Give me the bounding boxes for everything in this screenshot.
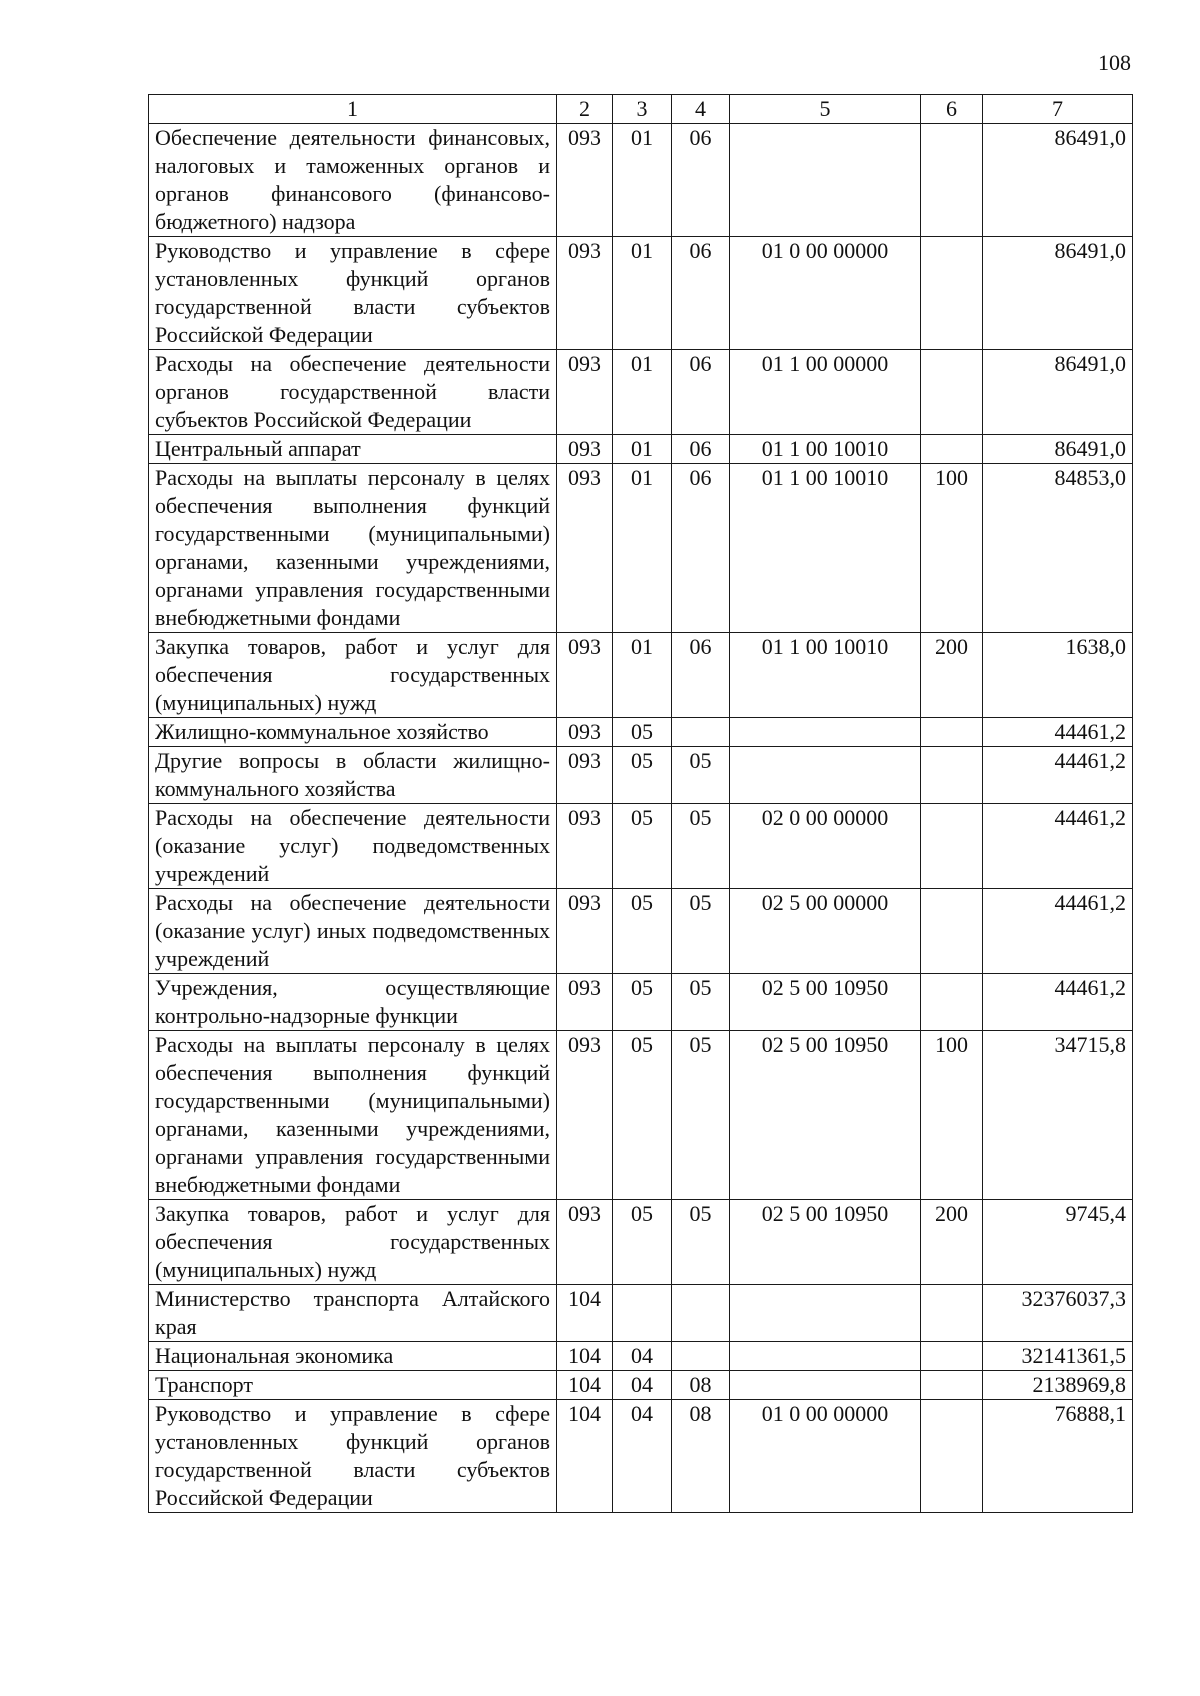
table-row <box>149 464 1133 633</box>
table-row <box>149 350 1133 435</box>
row-code-3-cell: 04 <box>613 1371 672 1400</box>
row-code-2-cell: 093 <box>557 1200 613 1285</box>
row-code-2-cell: 093 <box>557 718 613 747</box>
row-code-6-cell <box>921 1371 983 1400</box>
row-code-6-cell: 200 <box>921 1200 983 1285</box>
row-name-cell: Закупка товаров, работ и услуг для обеспечения государственных (муниципальных) нужд <box>149 633 557 718</box>
row-amount-cell: 44461,2 <box>983 718 1133 747</box>
row-code-6-cell <box>921 747 983 804</box>
row-name-cell: Обеспечение деятельности финансовых, налоговых и таможенных органов и органов финансового (финансово-бюджетного) надзора <box>149 124 557 237</box>
table-row <box>149 974 1133 1031</box>
row-code-5-cell: 02 5 00 10950 <box>730 1031 921 1200</box>
row-code-3-cell: 01 <box>613 464 672 633</box>
row-code-2-cell: 104 <box>557 1285 613 1342</box>
row-code-4-cell: 06 <box>672 633 730 718</box>
row-amount-cell: 86491,0 <box>983 350 1133 435</box>
row-code-5-cell: 02 5 00 10950 <box>730 974 921 1031</box>
row-code-5-cell: 02 5 00 10950 <box>730 1200 921 1285</box>
row-code-2-cell: 093 <box>557 804 613 889</box>
row-code-2-cell: 093 <box>557 1031 613 1200</box>
table-row <box>149 1031 1133 1200</box>
row-amount-cell: 86491,0 <box>983 124 1133 237</box>
row-code-5-cell <box>730 1285 921 1342</box>
header-row <box>149 95 1133 124</box>
row-code-3-cell: 05 <box>613 1031 672 1200</box>
row-name-cell: Расходы на выплаты персоналу в целях обеспечения выполнения функций государственными (муниципальными) органами, казенными учреждениями, органами управления государственными внебюджетными фондами <box>149 464 557 633</box>
row-code-4-cell <box>672 1285 730 1342</box>
column-header-6: 6 <box>921 95 983 124</box>
row-code-2-cell: 093 <box>557 464 613 633</box>
row-code-2-cell: 093 <box>557 633 613 718</box>
row-code-2-cell: 093 <box>557 124 613 237</box>
row-code-5-cell: 01 1 00 10010 <box>730 633 921 718</box>
row-code-4-cell: 05 <box>672 889 730 974</box>
row-code-6-cell <box>921 718 983 747</box>
table-row <box>149 1400 1133 1513</box>
row-name-cell: Жилищно-коммунальное хозяйство <box>149 718 557 747</box>
table-row <box>149 1285 1133 1342</box>
row-code-6-cell <box>921 1342 983 1371</box>
table-row <box>149 747 1133 804</box>
table-row <box>149 889 1133 974</box>
table-row <box>149 1200 1133 1285</box>
row-name-cell: Расходы на обеспечение деятельности (оказание услуг) иных подведомственных учреждений <box>149 889 557 974</box>
row-code-2-cell: 104 <box>557 1342 613 1371</box>
table-body <box>149 124 1133 1513</box>
row-name-cell: Национальная экономика <box>149 1342 557 1371</box>
row-code-3-cell: 01 <box>613 124 672 237</box>
table-row <box>149 1371 1133 1400</box>
table-row <box>149 718 1133 747</box>
row-code-3-cell: 05 <box>613 974 672 1031</box>
row-code-4-cell: 06 <box>672 124 730 237</box>
row-name-cell: Центральный аппарат <box>149 435 557 464</box>
row-code-6-cell <box>921 889 983 974</box>
row-name-cell: Транспорт <box>149 1371 557 1400</box>
row-code-5-cell: 02 0 00 00000 <box>730 804 921 889</box>
row-code-5-cell <box>730 1371 921 1400</box>
row-code-6-cell <box>921 1400 983 1513</box>
row-amount-cell: 86491,0 <box>983 435 1133 464</box>
table-row <box>149 804 1133 889</box>
row-code-4-cell: 05 <box>672 1031 730 1200</box>
row-code-6-cell <box>921 974 983 1031</box>
table-row <box>149 237 1133 350</box>
row-code-5-cell: 01 1 00 10010 <box>730 435 921 464</box>
column-header-7: 7 <box>983 95 1133 124</box>
row-code-3-cell: 01 <box>613 435 672 464</box>
row-code-4-cell: 08 <box>672 1400 730 1513</box>
row-code-6-cell <box>921 124 983 237</box>
row-code-6-cell: 100 <box>921 1031 983 1200</box>
row-amount-cell: 76888,1 <box>983 1400 1133 1513</box>
row-amount-cell: 9745,4 <box>983 1200 1133 1285</box>
row-amount-cell: 34715,8 <box>983 1031 1133 1200</box>
row-code-3-cell: 05 <box>613 889 672 974</box>
row-amount-cell: 84853,0 <box>983 464 1133 633</box>
row-amount-cell: 1638,0 <box>983 633 1133 718</box>
row-code-6-cell <box>921 237 983 350</box>
row-code-6-cell <box>921 1285 983 1342</box>
row-code-3-cell: 01 <box>613 237 672 350</box>
column-header-4: 4 <box>672 95 730 124</box>
row-amount-cell: 44461,2 <box>983 974 1133 1031</box>
row-code-3-cell: 05 <box>613 1200 672 1285</box>
row-code-4-cell <box>672 1342 730 1371</box>
row-code-6-cell: 100 <box>921 464 983 633</box>
row-code-6-cell <box>921 804 983 889</box>
row-code-4-cell <box>672 718 730 747</box>
row-name-cell: Министерство транспорта Алтайского края <box>149 1285 557 1342</box>
row-amount-cell: 44461,2 <box>983 804 1133 889</box>
row-amount-cell: 32376037,3 <box>983 1285 1133 1342</box>
row-code-5-cell <box>730 1342 921 1371</box>
row-code-6-cell: 200 <box>921 633 983 718</box>
row-code-3-cell <box>613 1285 672 1342</box>
row-name-cell: Расходы на обеспечение деятельности (оказание услуг) подведомственных учреждений <box>149 804 557 889</box>
row-code-2-cell: 093 <box>557 889 613 974</box>
row-name-cell: Руководство и управление в сфере установленных функций органов государственной власти субъектов Российской Федерации <box>149 1400 557 1513</box>
row-name-cell: Другие вопросы в области жилищно-коммунального хозяйства <box>149 747 557 804</box>
row-amount-cell: 86491,0 <box>983 237 1133 350</box>
row-code-4-cell: 05 <box>672 974 730 1031</box>
row-name-cell: Учреждения, осуществляющие контрольно-надзорные функции <box>149 974 557 1031</box>
row-code-5-cell: 01 1 00 10010 <box>730 464 921 633</box>
row-code-2-cell: 093 <box>557 350 613 435</box>
row-name-cell: Руководство и управление в сфере установленных функций органов государственной власти субъектов Российской Федерации <box>149 237 557 350</box>
table-row <box>149 633 1133 718</box>
row-code-3-cell: 04 <box>613 1342 672 1371</box>
row-amount-cell: 44461,2 <box>983 889 1133 974</box>
row-code-2-cell: 093 <box>557 237 613 350</box>
row-code-4-cell: 06 <box>672 350 730 435</box>
row-amount-cell: 2138969,8 <box>983 1371 1133 1400</box>
row-code-4-cell: 08 <box>672 1371 730 1400</box>
row-code-4-cell: 05 <box>672 1200 730 1285</box>
row-code-5-cell: 02 5 00 00000 <box>730 889 921 974</box>
table-header <box>149 95 1133 124</box>
row-code-6-cell <box>921 350 983 435</box>
row-code-4-cell: 06 <box>672 435 730 464</box>
column-header-2: 2 <box>557 95 613 124</box>
row-amount-cell: 32141361,5 <box>983 1342 1133 1371</box>
row-code-2-cell: 104 <box>557 1400 613 1513</box>
row-name-cell: Расходы на обеспечение деятельности органов государственной власти субъектов Российской Федерации <box>149 350 557 435</box>
row-code-4-cell: 05 <box>672 804 730 889</box>
table-row <box>149 124 1133 237</box>
row-code-3-cell: 05 <box>613 804 672 889</box>
row-code-5-cell: 01 1 00 00000 <box>730 350 921 435</box>
row-code-2-cell: 093 <box>557 435 613 464</box>
row-code-3-cell: 01 <box>613 350 672 435</box>
row-name-cell: Расходы на выплаты персоналу в целях обеспечения выполнения функций государственными (муниципальными) органами, казенными учреждениями, органами управления государственными внебюджетными фондами <box>149 1031 557 1200</box>
table-row <box>149 435 1133 464</box>
row-code-2-cell: 093 <box>557 974 613 1031</box>
column-header-1: 1 <box>149 95 557 124</box>
row-code-5-cell <box>730 124 921 237</box>
row-code-4-cell: 05 <box>672 747 730 804</box>
row-code-3-cell: 01 <box>613 633 672 718</box>
column-header-3: 3 <box>613 95 672 124</box>
row-code-5-cell: 01 0 00 00000 <box>730 237 921 350</box>
row-code-4-cell: 06 <box>672 464 730 633</box>
row-code-4-cell: 06 <box>672 237 730 350</box>
row-name-cell: Закупка товаров, работ и услуг для обеспечения государственных (муниципальных) нужд <box>149 1200 557 1285</box>
row-code-3-cell: 05 <box>613 718 672 747</box>
table-row <box>149 1342 1133 1371</box>
row-amount-cell: 44461,2 <box>983 747 1133 804</box>
page-number: 108 <box>1098 50 1131 75</box>
row-code-5-cell <box>730 718 921 747</box>
row-code-3-cell: 04 <box>613 1400 672 1513</box>
row-code-3-cell: 05 <box>613 747 672 804</box>
column-header-5: 5 <box>730 95 921 124</box>
row-code-2-cell: 093 <box>557 747 613 804</box>
budget-table <box>148 94 1133 1513</box>
row-code-6-cell <box>921 435 983 464</box>
row-code-5-cell: 01 0 00 00000 <box>730 1400 921 1513</box>
row-code-2-cell: 104 <box>557 1371 613 1400</box>
row-code-5-cell <box>730 747 921 804</box>
